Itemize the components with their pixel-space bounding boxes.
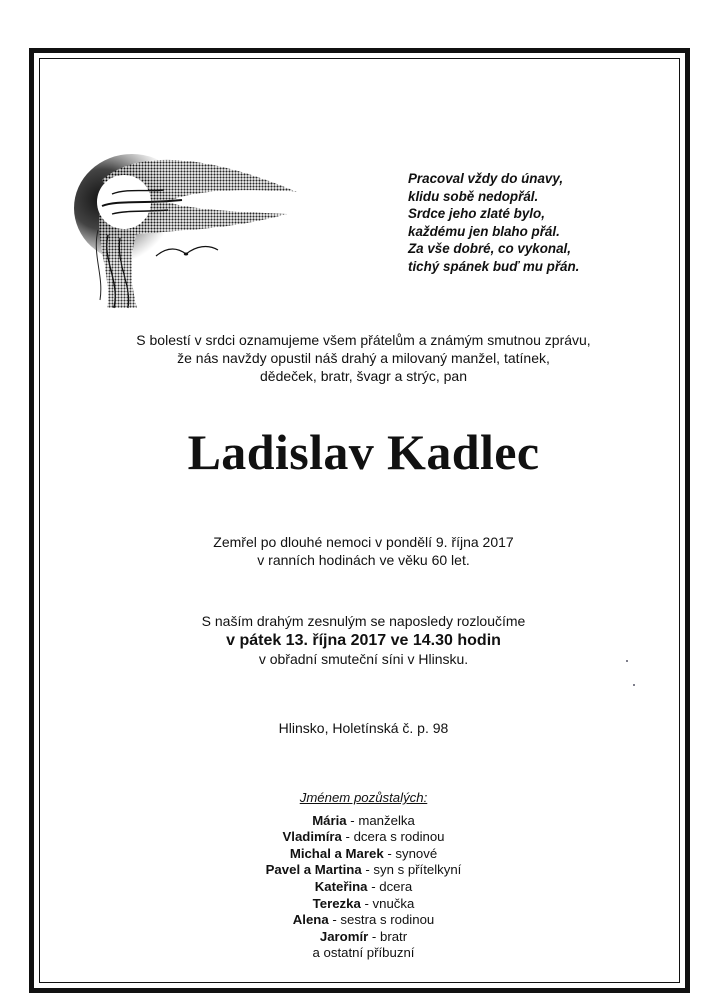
address: Hlinsko, Holetínská č. p. 98 (278, 720, 449, 736)
funeral-venue: v obřadní smuteční síni v Hlinsku. (258, 651, 469, 667)
family-member-relation: - manželka (346, 812, 415, 828)
family-member-relation: - synové (383, 845, 438, 861)
poem-line: tichý spánek buď mu přán. (408, 258, 580, 274)
poem (408, 170, 658, 275)
death-details (0, 533, 727, 569)
family-heading: Jménem pozůstalých: (299, 790, 428, 805)
family-member (0, 862, 727, 879)
family-member (0, 912, 727, 929)
announcement-text (0, 331, 727, 385)
death-line: Zemřel po dlouhé nemoci v pondělí 9. října 2017 (213, 534, 514, 550)
family-member-relation: - dcera (367, 878, 413, 894)
family-member-name: Kateřina (314, 878, 368, 894)
family-member-name: Vladimíra (282, 829, 342, 845)
family-member-name: Michal a Marek (289, 845, 384, 861)
family-member-relation: - dcera s rodinou (341, 829, 445, 845)
family-list (0, 790, 727, 962)
family-closing: a ostatní příbuzní (312, 945, 415, 961)
family-member-relation: - sestra s rodinou (328, 912, 435, 928)
funeral-line: S naším drahým zesnulým se naposledy rozloučíme (201, 613, 526, 629)
family-member-relation: - syn s přítelkyní (361, 862, 462, 878)
poem-line: Pracoval vždy do únavy, (408, 171, 564, 186)
announcement-line: S bolestí v srdci oznamujeme všem přátelům a známým smutnou zprávu, (136, 332, 591, 348)
family-member-name: Pavel a Martina (265, 862, 362, 878)
scan-speck (626, 660, 628, 662)
poem-line: Za vše dobré, co vykonal, (408, 241, 571, 256)
funeral-date-time: v pátek 13. října 2017 ve 14.30 hodin (226, 632, 501, 649)
scan-speck (633, 684, 635, 686)
family-member (0, 813, 727, 830)
announcement-line: že nás navždy opustil náš drahý a milovaný manžel, tatínek, (177, 350, 550, 366)
moon-clouds-bird-icon (72, 140, 302, 310)
poem-line: Srdce jeho zlaté bylo, (408, 206, 545, 221)
poem-line: klidu sobě nedopřál. (408, 188, 539, 204)
family-member-name: Alena (292, 912, 329, 928)
family-member (0, 829, 727, 846)
announcement-line: dědeček, bratr, švagr a strýc, pan (260, 368, 467, 384)
funeral-details (0, 612, 727, 669)
family-member-relation: - vnučka (360, 895, 415, 911)
family-member (0, 846, 727, 863)
family-member-name: Terezka (312, 895, 361, 911)
family-member-relation: - bratr (368, 928, 408, 944)
family-member (0, 879, 727, 896)
deceased-name: Ladislav Kadlec (187, 424, 540, 480)
family-member (0, 896, 727, 913)
death-line: v ranních hodinách ve věku 60 let. (257, 552, 470, 568)
family-member-name: Mária (312, 812, 347, 828)
family-member (0, 929, 727, 946)
poem-line: každému jen blaho přál. (408, 223, 560, 239)
family-member-name: Jaromír (319, 928, 369, 944)
